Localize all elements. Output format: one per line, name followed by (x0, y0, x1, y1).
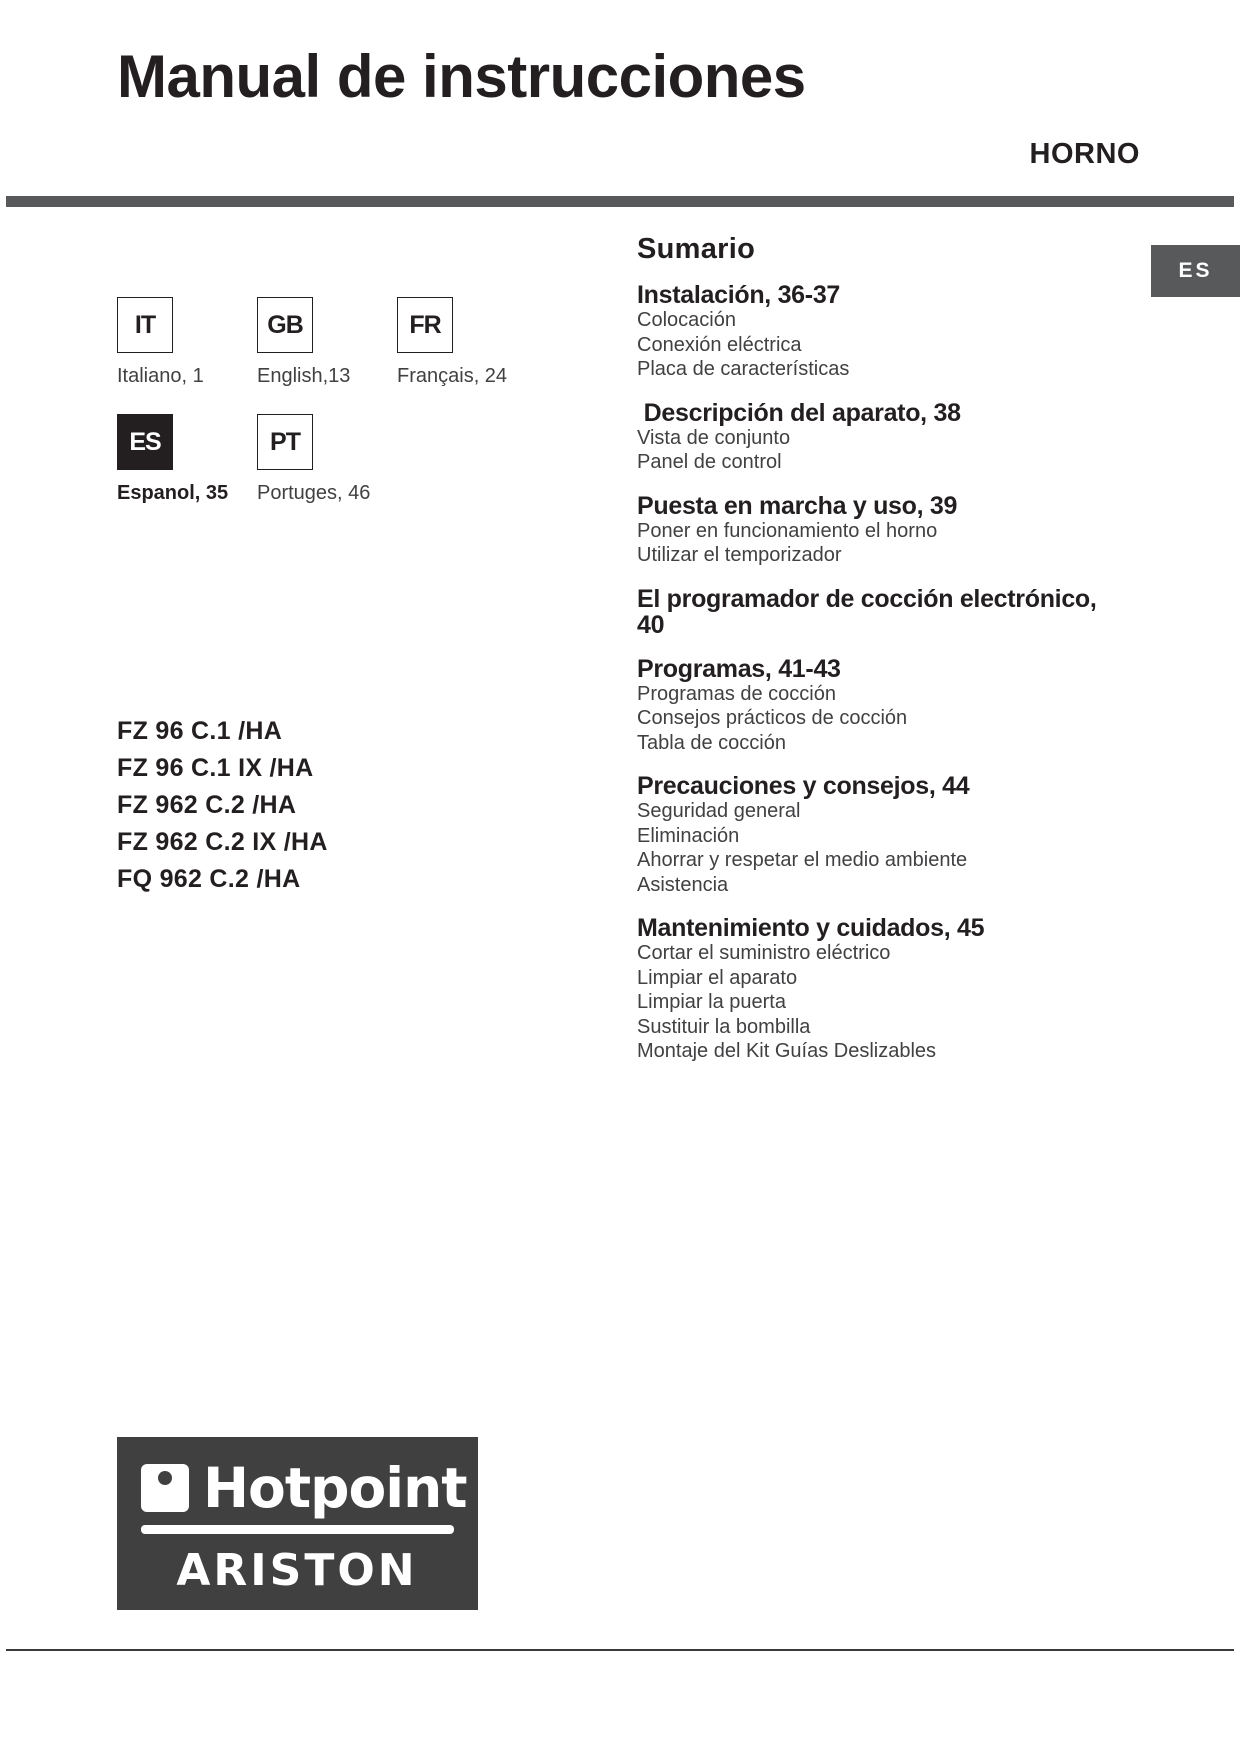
toc-item[interactable]: Asistencia (637, 873, 729, 896)
toc-item[interactable]: Limpiar el aparato (637, 966, 798, 989)
language-code-box: FR (397, 297, 453, 353)
toc-item[interactable]: Consejos prácticos de cocción (637, 707, 908, 729)
toc-item[interactable]: Cortar el suministro eléctrico (637, 942, 891, 964)
language-code-box: PT (257, 414, 313, 470)
logo-brand-line1: Hotpoint (203, 1456, 467, 1520)
toc-item[interactable]: Sustituir la bombilla (637, 1015, 811, 1038)
toc-section-title[interactable]: Puesta en marcha y uso, 39 (637, 491, 958, 520)
language-pt[interactable] (257, 414, 457, 505)
header-divider (6, 196, 1234, 207)
language-fr[interactable] (397, 297, 597, 388)
toc-section-description (637, 400, 1117, 475)
language-label: Français, 24 (397, 365, 508, 387)
page-title: Manual de instrucciones (117, 43, 806, 110)
toc-section-startup (637, 493, 1117, 568)
hotpoint-ariston-logo (117, 1437, 478, 1610)
toc-item[interactable]: Tabla de cocción (637, 731, 786, 754)
toc-item[interactable]: Seguridad general (637, 800, 801, 822)
language-label: Portuges, 46 (257, 482, 371, 504)
toc-section-title[interactable]: Precauciones y consejos, 44 (637, 772, 970, 800)
toc-item[interactable]: Poner en funcionamiento el horno (637, 519, 938, 542)
toc-item[interactable]: Utilizar el temporizador (637, 544, 842, 566)
logo-brand-line2: ARISTON (176, 1545, 418, 1596)
toc-item[interactable]: Vista de conjunto (637, 426, 791, 449)
language-label: Espanol, 35 (117, 482, 229, 504)
logo-divider (141, 1525, 454, 1534)
toc-section-programmer (637, 586, 1117, 638)
toc-item[interactable]: Conexión eléctrica (637, 333, 802, 356)
model-item: FZ 96 C.1 IX /HA (117, 754, 314, 782)
model-item: FQ 962 C.2 /HA (117, 865, 301, 893)
toc-section-title[interactable]: Mantenimiento y cuidados, 45 (637, 914, 985, 942)
toc-section-title[interactable]: El programador de cocción electrónico, 40 (637, 584, 1097, 639)
language-code-box: IT (117, 297, 173, 353)
toc-item[interactable]: Panel de control (637, 451, 782, 473)
model-item: FZ 962 C.2 /HA (117, 791, 297, 819)
toc-section-precautions (637, 773, 1117, 897)
toc-section-maintenance (637, 915, 1117, 1064)
toc-section-programs (637, 656, 1117, 756)
toc-item[interactable]: Colocación (637, 309, 736, 331)
toc-section-installation (637, 282, 1117, 382)
toc-item[interactable]: Placa de características (637, 358, 850, 380)
toc-item[interactable]: Programas de cocción (637, 682, 836, 705)
toc-item[interactable]: Montaje del Kit Guías Deslizables (637, 1040, 937, 1062)
toc-item[interactable]: Limpiar la puerta (637, 991, 786, 1013)
toc-section-title[interactable]: Programas, 41-43 (637, 654, 841, 683)
language-side-tab: ES (1151, 245, 1240, 297)
table-of-contents (637, 233, 1117, 1082)
model-item: FZ 96 C.1 /HA (117, 717, 283, 745)
toc-heading: Sumario (637, 233, 756, 265)
product-name: HORNO (1029, 138, 1140, 170)
model-item: FZ 962 C.2 IX /HA (117, 828, 328, 856)
toc-section-title[interactable]: Instalación, 36-37 (637, 281, 841, 309)
toc-item[interactable]: Ahorrar y respetar el medio ambiente (637, 849, 968, 871)
footer-divider (6, 1649, 1234, 1651)
language-code-box: ES (117, 414, 173, 470)
brand-logo-graphic (117, 1437, 478, 1610)
toc-item[interactable]: Eliminación (637, 824, 740, 847)
toc-section-title[interactable]: Descripción del aparato, 38 (637, 398, 961, 427)
model-list (117, 713, 328, 898)
language-label: Italiano, 1 (117, 365, 204, 387)
language-label: English,13 (257, 365, 351, 387)
language-code-box: GB (257, 297, 313, 353)
